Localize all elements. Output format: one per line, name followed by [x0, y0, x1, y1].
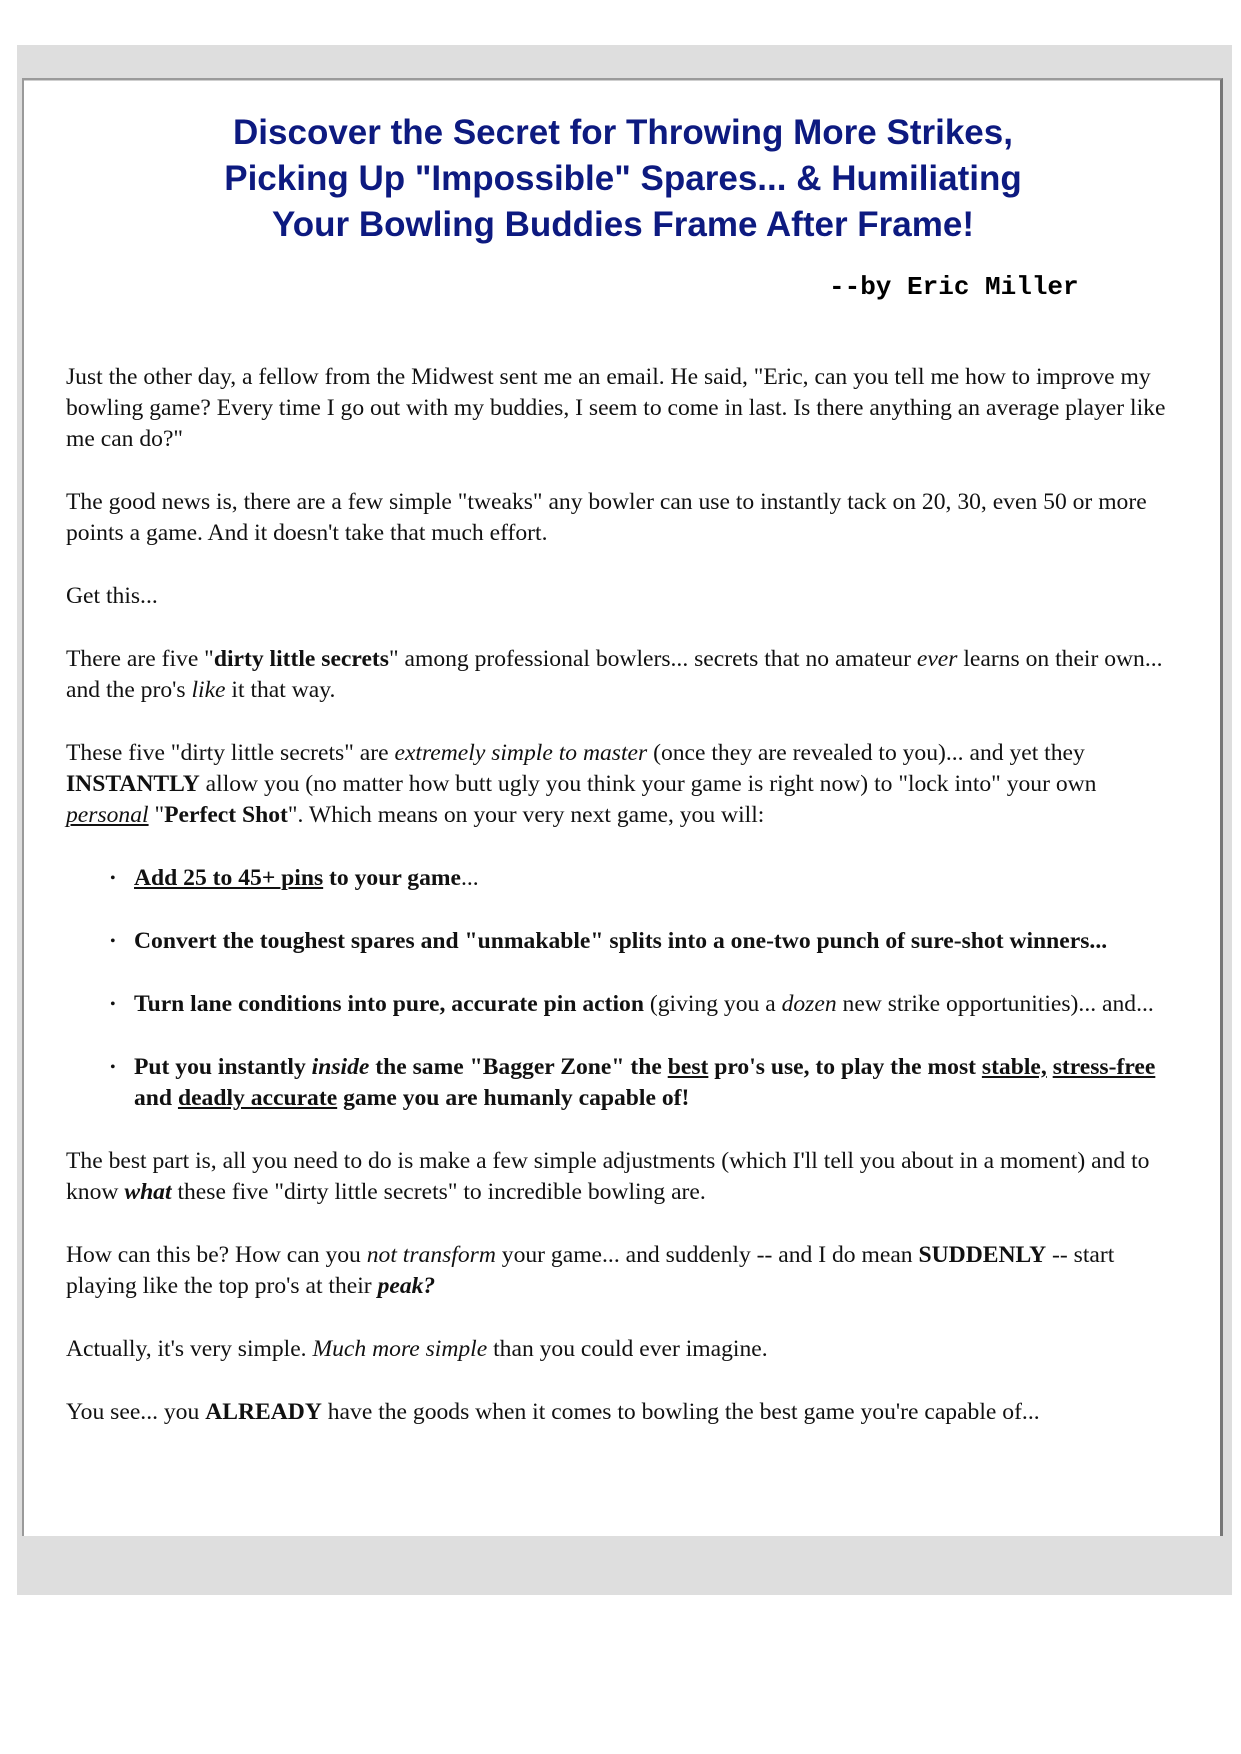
bullet-icon: •	[110, 1059, 116, 1076]
paragraph-five-secrets: There are five "dirty little secrets" among professional bowlers... secrets that no amateur ever learns on their own... and the pro's like it that way.	[66, 646, 1163, 703]
bullet-icon: •	[110, 933, 116, 950]
headline-line-1: Discover the Secret for Throwing More Strikes,	[233, 113, 1013, 152]
paragraph-how-can-this-be: How can this be? How can you not transform your game... and suddenly -- and I do mean SUDDENLY -- start playing like the top pro's at their peak?	[66, 1242, 1115, 1299]
article-body	[66, 362, 1180, 1428]
headline	[66, 110, 1180, 248]
paragraph-good-news: The good news is, there are a few simple "tweaks" any bowler can use to instantly tack on 20, 30, even 50 or more points a game. And it doesn't take that much effort.	[66, 489, 1147, 546]
paragraph-you-already: You see... you ALREADY have the goods when it comes to bowling the best game you're capable of...	[66, 1399, 1040, 1425]
author-byline: --by Eric Miller	[829, 272, 1079, 302]
list-item: • Convert the toughest spares and "unmakable" splits into a one-two punch of sure-shot winners...	[134, 926, 1180, 957]
benefits-list	[66, 863, 1180, 1114]
content-panel	[22, 78, 1223, 1536]
list-item: • Turn lane conditions into pure, accurate pin action (giving you a dozen new strike opportunities)... and...	[134, 989, 1180, 1020]
headline-line-3: Your Bowling Buddies Frame After Frame!	[271, 205, 975, 244]
paragraph-get-this: Get this...	[66, 583, 158, 609]
paragraph-simple-to-master: These five "dirty little secrets" are extremely simple to master (once they are revealed to you)... and yet they INSTANTLY allow you (no matter how butt ugly you think your game is right now) to "lock into" your own personal "Perfect Shot". Which means on your very next game, you will:	[66, 740, 1097, 828]
list-item: • Add 25 to 45+ pins to your game...	[134, 863, 1180, 894]
list-item: • Put you instantly inside the same "Bagger Zone" the best pro's use, to play the most stable, stress-free and deadly accurate game you are humanly capable of!	[110, 1054, 1156, 1111]
headline-line-2: Picking Up "Impossible" Spares... & Humiliating	[224, 159, 1022, 198]
bullet-icon: •	[110, 996, 116, 1013]
bullet-icon: •	[110, 870, 116, 887]
paragraph-best-part: The best part is, all you need to do is make a few simple adjustments (which I'll tell you about in a moment) and to know what these five "dirty little secrets" to incredible bowling are.	[66, 1148, 1150, 1205]
paragraph-very-simple: Actually, it's very simple. Much more simple than you could ever imagine.	[66, 1336, 768, 1362]
paragraph-email-story: Just the other day, a fellow from the Midwest sent me an email. He said, "Eric, can you tell me how to improve my bowling game? Every time I go out with my buddies, I seem to come in last. Is there anything an average player like me can do?"	[66, 364, 1166, 452]
